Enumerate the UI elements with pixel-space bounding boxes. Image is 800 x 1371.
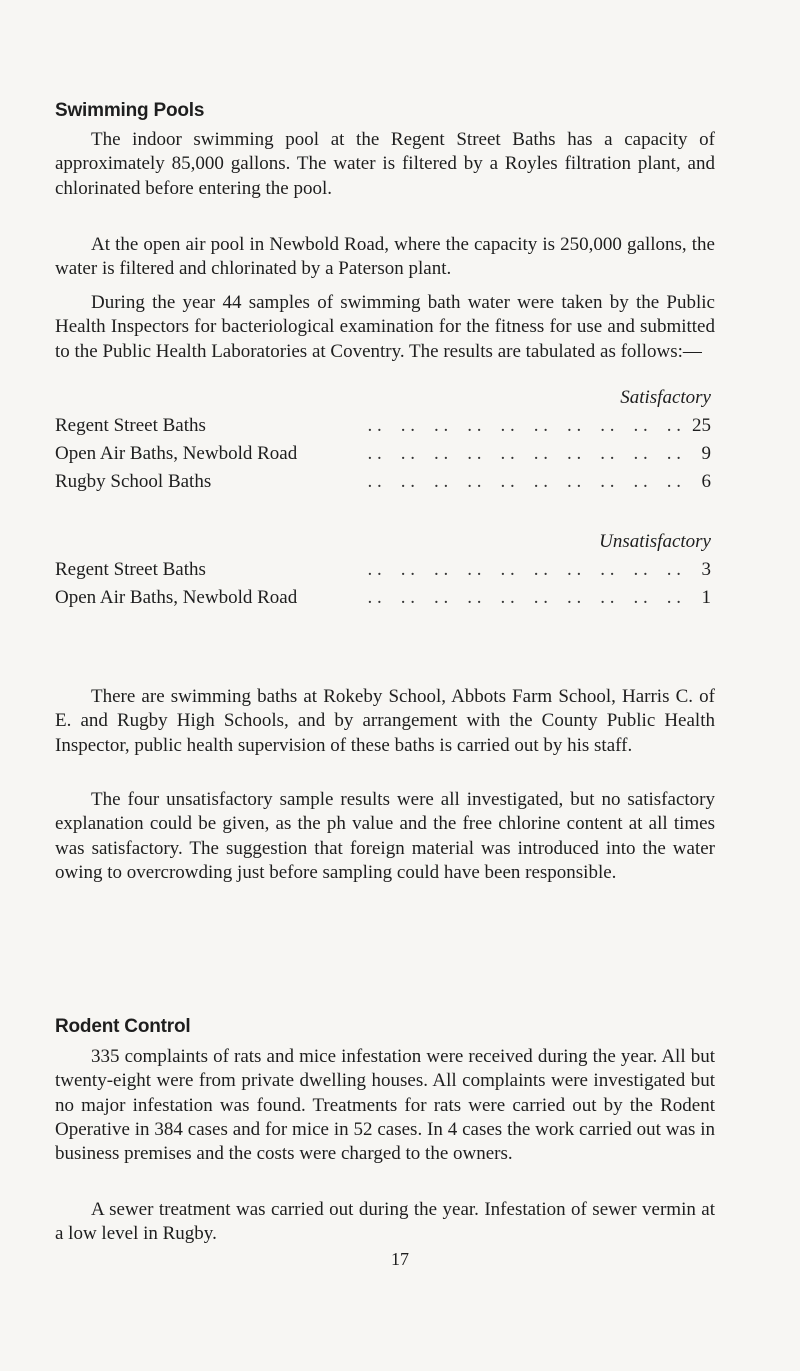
table-row: [55, 412, 711, 440]
page-number: 17: [391, 1249, 409, 1269]
row-label: Regent Street Baths: [55, 415, 206, 436]
section-heading-swimming-pools: Swimming Pools: [55, 100, 205, 121]
table-row: [55, 584, 711, 612]
dot-leader: [297, 440, 691, 468]
paragraph-open-air-pool: At the open air pool in Newbold Road, where the capacity is 250,000 gallons, the water is filtered and chlorinated by a Paterson plant.: [55, 234, 715, 280]
results-table-unsatisfactory: [55, 528, 711, 612]
row-value: 9: [701, 443, 711, 464]
row-value: 1: [701, 587, 711, 608]
table-row: [55, 440, 711, 468]
paragraph-other-baths: There are swimming baths at Rokeby School, Abbots Farm School, Harris C. of E. and Rugby High Schools, and by arrangement with the County Public Health Inspector, public health supervision of these baths is carried out by his staff.: [55, 686, 715, 756]
paragraph-unsatisfactory-results: The four unsatisfactory sample results were all investigated, but no satisfactory explanation could be given, as the ph value and the free chlorine content at all times was satisfactory. The suggestion that foreign material was introduced into the water owing to overcrowding just before sampling could have been responsible.: [55, 789, 715, 883]
paragraph-complaints: 335 complaints of rats and mice infestation were received during the year. All but twenty-eight were from private dwelling houses. All complaints were investigated but no major infestation was found. Treatments for rats were carried out by the Rodent Operative in 384 cases and for mice in 52 cases. In 4 cases the work carried out was in business premises and the costs were charged to the owners.: [55, 1046, 715, 1165]
table-row: [55, 468, 711, 496]
satisfactory-heading: Satisfactory: [620, 387, 711, 408]
section-heading-rodent-control: Rodent Control: [55, 1016, 191, 1037]
row-label: Open Air Baths, Newbold Road: [55, 443, 298, 464]
row-value: 6: [701, 471, 711, 492]
results-table-satisfactory: [55, 384, 711, 496]
dot-leader: [206, 556, 691, 584]
paragraph-indoor-pool: The indoor swimming pool at the Regent Street Baths has a capacity of approximately 85,000 gallons. The water is filtered by a Royles filtration plant, and chlorinated before entering the pool.: [55, 129, 715, 199]
table-row: [55, 556, 711, 584]
dot-leader: [297, 584, 691, 612]
row-value: 25: [692, 415, 711, 436]
unsatisfactory-heading: Unsatisfactory: [599, 531, 711, 552]
row-label: Open Air Baths, Newbold Road: [55, 587, 298, 608]
row-label: Rugby School Baths: [55, 471, 212, 492]
row-label: Regent Street Baths: [55, 559, 206, 580]
row-value: 3: [701, 559, 711, 580]
paragraph-sewer-treatment: A sewer treatment was carried out during the year. Infestation of sewer vermin at a low level in Rugby.: [55, 1199, 715, 1245]
dot-leader: [211, 468, 691, 496]
paragraph-samples: During the year 44 samples of swimming bath water were taken by the Public Health Inspectors for bacteriological examination for the fitness for use and submitted to the Public Health Laboratories at Coventry. The results are tabulated as follows:—: [55, 292, 715, 362]
dot-leader: [206, 412, 691, 440]
